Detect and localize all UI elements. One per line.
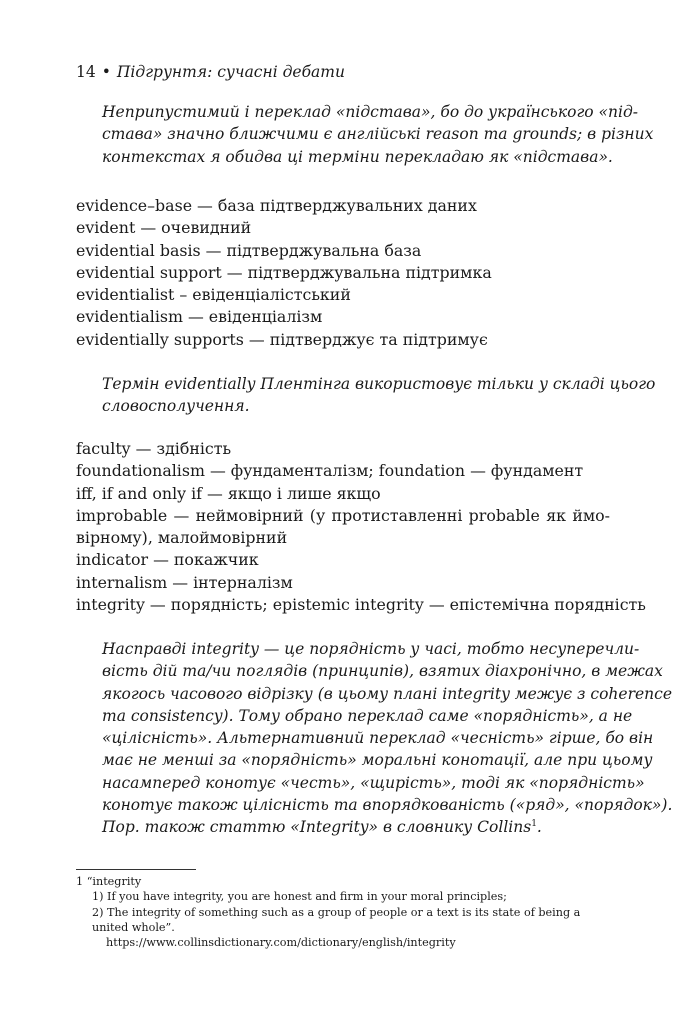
footnote-url[interactable]: https://www.collinsdictionary.com/dictionary/english/integrity	[106, 936, 456, 950]
glossary-entry: foundationalism — фундаменталізм; foundation — фундамент	[76, 461, 584, 481]
note-line: якогось часового відрізку (в цьому плані integrity межує з coherence	[102, 684, 673, 703]
note-line: Неприпустимий і переклад «підстава», бо до українського «під-	[102, 103, 639, 121]
note-line: Насправді integrity — це порядність у часі, тобто несуперечли-	[102, 640, 640, 658]
note-line-text: Пор. також статтю «Integrity» в словнику Collins	[102, 818, 532, 837]
running-title: Підгрунтя: сучасні дебати	[116, 63, 345, 81]
glossary-entry: evidence–base — база підтверджувальних даних	[76, 196, 477, 215]
footnote	[76, 874, 616, 950]
glossary-entry: вірному), малоймовірний	[76, 528, 288, 548]
note-line: має не менші за «порядність» моральні конотації, але при цьому	[102, 751, 653, 770]
note-line: вість дій та/чи поглядів (принципів), взятих діахронічно, в межах	[102, 662, 663, 681]
glossary-entry: evidential support — підтверджувальна підтримка	[76, 262, 492, 282]
glossary-entry: indicator — покажчик	[76, 550, 259, 570]
glossary-entry: evidentialism — евіденціалізм	[76, 307, 323, 327]
translator-note-1	[102, 101, 654, 168]
glossary-list-2	[76, 438, 646, 616]
glossary-entry: evidentially supports — підтверджує та підтримує	[76, 329, 488, 349]
footnote-opening: “integrity	[86, 875, 142, 888]
note-line: конотує також цілісність та впорядкованість («ряд», «порядок»).	[102, 796, 673, 815]
note-line: «цілісність». Альтернативний переклад «чесність» гірше, бо він	[102, 729, 654, 748]
note-line-end: .	[536, 818, 542, 837]
header-separator: •	[101, 63, 111, 81]
translator-note-3	[102, 638, 673, 839]
note-line: контекстах я обидва ці терміни перекладаю як «підстава».	[102, 147, 613, 166]
running-head	[76, 63, 345, 81]
footnote-first-line	[76, 874, 616, 889]
footnote-number: 1	[76, 875, 84, 888]
note-line: става» значно ближчими є англійські reason та grounds; в різних	[102, 125, 654, 144]
note-line: насамперед конотує «честь», «щирість», тоді як «порядність»	[102, 773, 645, 792]
glossary-entry: faculty — здібність	[76, 439, 232, 458]
note-line-last	[102, 816, 610, 838]
glossary-entry: evidential basis — підтверджувальна база	[76, 240, 422, 260]
glossary-list-1	[76, 195, 610, 351]
footnote-divider	[76, 869, 196, 870]
note-line: словосполучення.	[102, 397, 250, 416]
note-line: та consistency). Тому обрано переклад саме «порядність», а не	[102, 706, 633, 725]
footnote-item-2: 2) The integrity of something such as a group of people or a text is its state of being a	[92, 905, 581, 919]
glossary-entry: evident — очевидний	[76, 218, 252, 238]
page-number: 14	[76, 63, 96, 81]
footnote-item-2-cont: united whole”.	[92, 920, 175, 934]
glossary-entry: improbable — неймовірний (у протиставленні probable як ймо-	[76, 505, 610, 525]
glossary-entry: integrity — порядність; epistemic integrity — епістемічна порядність	[76, 595, 646, 615]
note-line: Термін evidentially Плентінга використовує тільки у складі цього	[102, 375, 656, 393]
glossary-entry: evidentialist – евіденціалістський	[76, 285, 351, 305]
footnote-item-1: 1) If you have integrity, you are honest and firm in your moral principles;	[92, 890, 507, 904]
translator-note-2	[102, 373, 656, 418]
glossary-entry: iff, if and only if — якщо і лише якщо	[76, 483, 381, 503]
glossary-entry: internalism — інтерналізм	[76, 572, 293, 592]
footnote-reference[interactable]: 1	[531, 819, 537, 830]
